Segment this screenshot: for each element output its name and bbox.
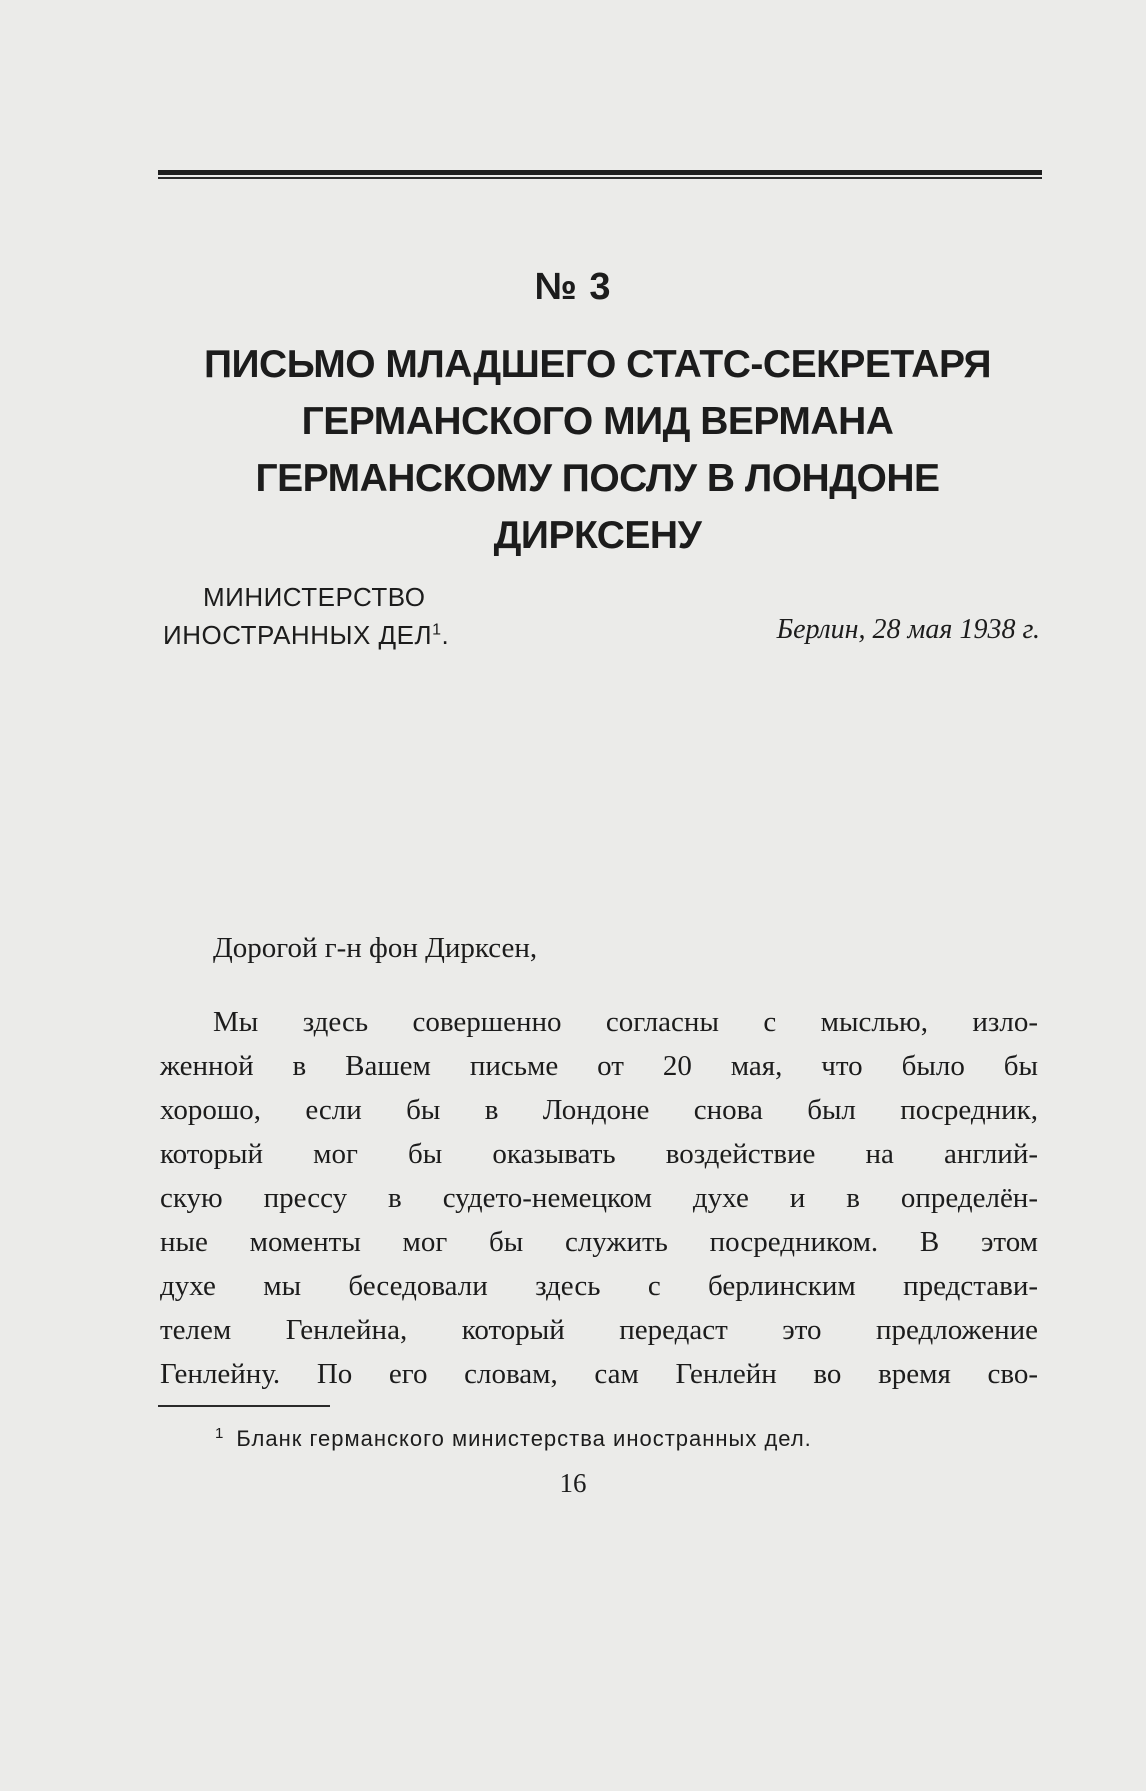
letterhead-period: . (441, 620, 450, 650)
footnote-mark: 1 (215, 1424, 225, 1442)
footnote (215, 1426, 812, 1452)
title-line: ПИСЬМО МЛАДШЕГО СТАТС-СЕКРЕТАРЯ (203, 343, 992, 386)
body-line: Генлейну. По его словам, сам Генлейн во время сво- (160, 1358, 1038, 1390)
document-title (150, 336, 1045, 564)
footnote-text: Бланк германского министерства иностранных дел. (236, 1426, 812, 1451)
letterhead (163, 578, 449, 654)
letterhead-line-text: ИНОСТРАННЫХ ДЕЛ (163, 620, 433, 650)
letter-body (160, 1000, 1038, 1396)
body-line: женной в Вашем письме от 20 мая, что было бы (160, 1050, 1038, 1082)
letterhead-line (163, 616, 449, 654)
body-line: ные моменты мог бы служить посредником. В этом (160, 1226, 1038, 1258)
footnote-divider (158, 1405, 330, 1407)
body-line: скую прессу в судето-немецком духе и в определён- (160, 1182, 1038, 1214)
body-line: хорошо, если бы в Лондоне снова был посредник, (160, 1094, 1038, 1126)
title-line: ГЕРМАНСКОМУ ПОСЛУ В ЛОНДОНЕ (255, 457, 940, 500)
body-line: телем Генлейна, который передаст это предложение (160, 1314, 1038, 1346)
letterhead-line: МИНИСТЕРСТВО (203, 582, 426, 612)
header-double-rule (158, 170, 1042, 179)
body-line: который мог бы оказывать воздействие на англий- (160, 1138, 1038, 1170)
title-line: ДИРКСЕНУ (493, 514, 702, 557)
body-line: духе мы беседовали здесь с берлинским представи- (160, 1270, 1038, 1302)
body-line: Мы здесь совершенно согласны с мыслью, изло- (213, 1006, 1038, 1038)
page-number: 16 (559, 1468, 587, 1498)
title-line: ГЕРМАНСКОГО МИД ВЕРМАНА (301, 400, 894, 443)
document-number: № 3 (534, 266, 612, 308)
place-and-date: Берлин, 28 мая 1938 г. (776, 614, 1040, 645)
salutation: Дорогой г-н фон Дирксен, (213, 932, 538, 964)
footnote-reference: 1 (432, 621, 442, 639)
